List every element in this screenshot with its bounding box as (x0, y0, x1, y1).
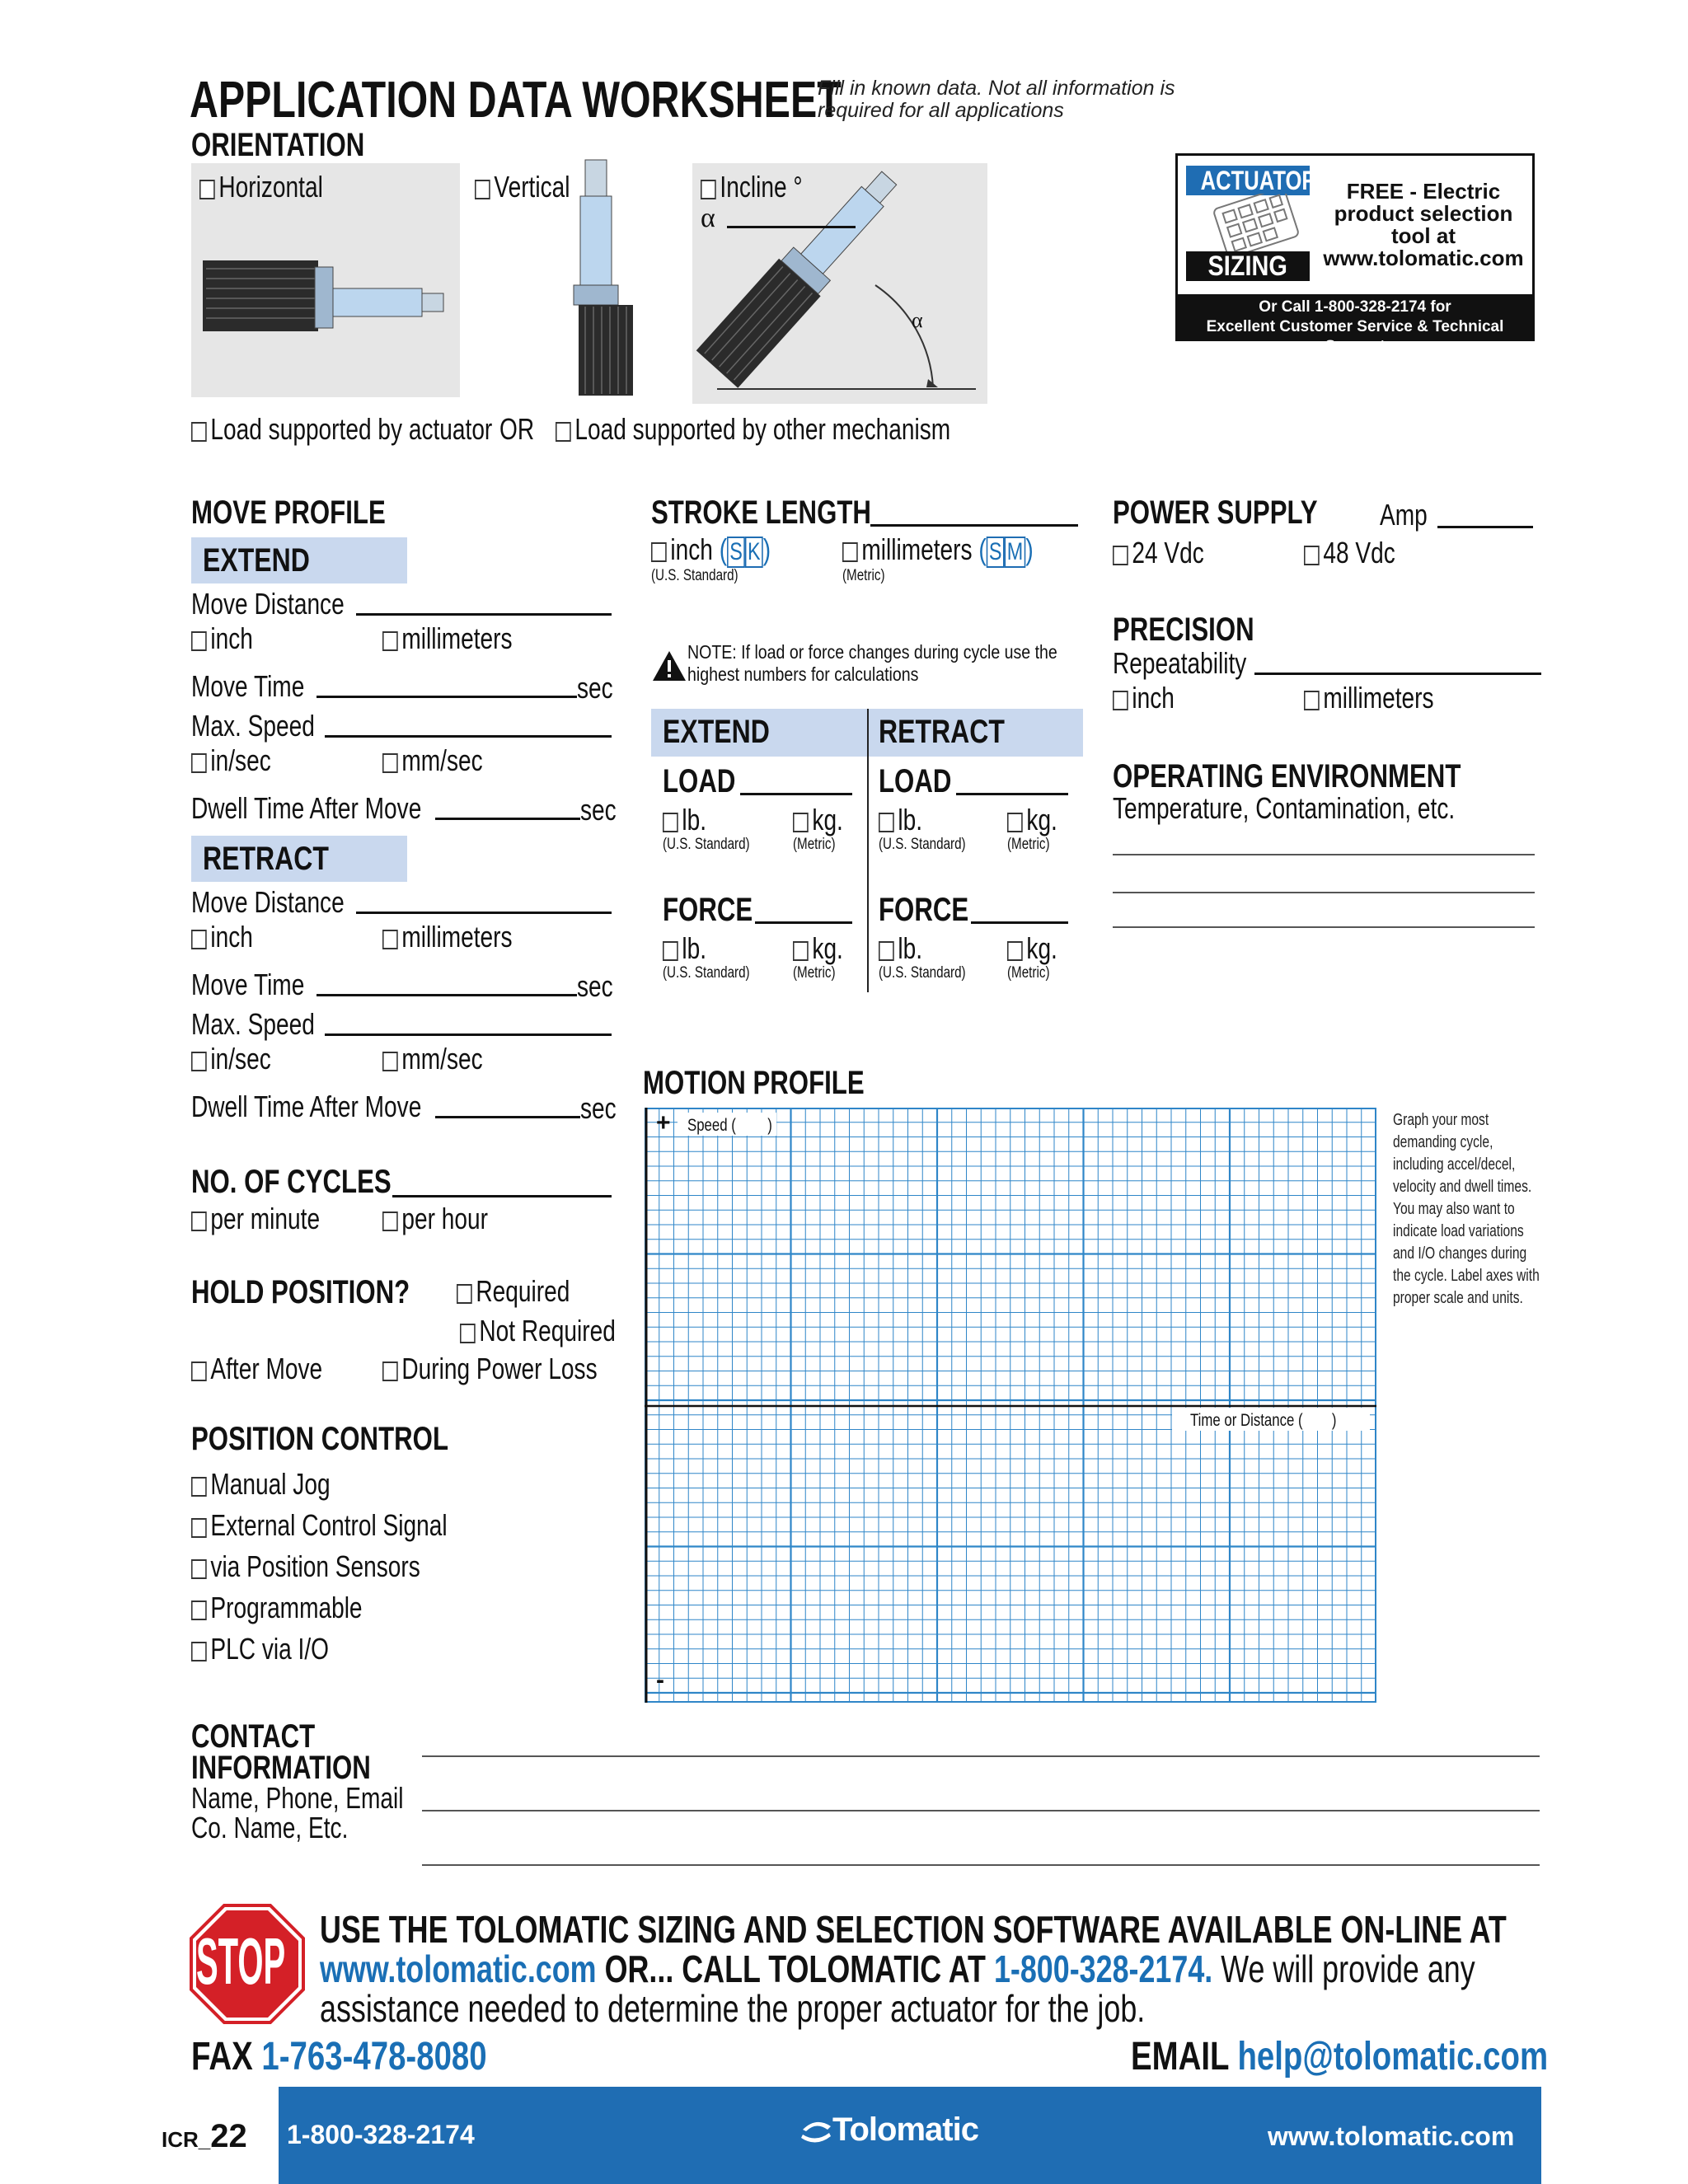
alpha-diagram-label: α (912, 308, 923, 332)
extend-force-us: (U.S. Standard) (663, 964, 750, 982)
move-profile-heading: MOVE PROFILE (191, 494, 386, 531)
retract-mm-label: millimeters (401, 920, 513, 954)
extend-inch-checkbox[interactable] (191, 631, 207, 651)
motion-note-line: demanding cycle, (1393, 1133, 1493, 1151)
badge-top-text: ACTUATOR (1200, 166, 1317, 195)
extend-force-kg-checkbox[interactable] (793, 941, 809, 961)
pc-position-sensors-label: via Position Sensors (210, 1549, 420, 1583)
footer-url[interactable]: www.tolomatic.com (1268, 2121, 1515, 2151)
promo-line: tool at (1391, 223, 1456, 248)
stroke-note-line: highest numbers for calculations (687, 663, 919, 685)
pc-position-sensors[interactable] (191, 1549, 420, 1584)
retract-sec-label: sec (577, 969, 613, 1003)
extend-load-kg[interactable] (793, 803, 843, 837)
stroke-mm-checkbox[interactable] (842, 542, 858, 562)
pc-position-sensors-checkbox[interactable] (191, 1559, 207, 1579)
stroke-heading: STROKE LENGTH (651, 494, 871, 531)
alpha-label: α (701, 203, 715, 233)
stroke-inch-code: ( S K) (719, 532, 771, 566)
incline-checkbox[interactable] (701, 180, 716, 199)
motion-note-line: the cycle. Label axes with (1393, 1267, 1540, 1285)
power-loss-label: During Power Loss (401, 1352, 598, 1385)
promo-line: www.tolomatic.com (1323, 246, 1524, 270)
kg-label: kg. (1026, 803, 1057, 837)
promo-footer-line: Or Call 1-800-328-2174 for (1259, 298, 1451, 316)
contact-heading-line: INFORMATION (191, 1750, 371, 1786)
retract-load-kg[interactable] (1007, 803, 1057, 837)
footer-phone[interactable]: 1-800-328-2174 (287, 2120, 475, 2149)
plus-sign: + (656, 1109, 671, 1137)
retract-inch-checkbox[interactable] (191, 930, 207, 949)
option-vertical[interactable] (475, 170, 570, 204)
v24-checkbox[interactable] (1113, 546, 1128, 565)
time-axis-label (1190, 1411, 1336, 1431)
retract-force-metric: (Metric) (1007, 964, 1050, 982)
motion-note-line: You may also want to (1393, 1200, 1515, 1218)
environment-sub: Temperature, Contamination, etc. (1113, 791, 1456, 825)
lb-label: lb. (682, 803, 707, 837)
vertical-label: Vertical (494, 170, 570, 204)
email-address[interactable]: help@tolomatic.com (1237, 2035, 1549, 2079)
title-note-line: required for all applications (818, 99, 1064, 122)
vertical-actuator-icon (569, 153, 643, 401)
retract-move-time-field[interactable] (316, 994, 577, 996)
orientation-heading: ORIENTATION (191, 127, 365, 163)
after-move-checkbox[interactable] (191, 1361, 207, 1381)
stroke-mm-option[interactable] (842, 532, 1034, 568)
pc-manual-jog-checkbox[interactable] (191, 1477, 207, 1497)
precision-inch-label: inch (1132, 681, 1175, 715)
stroke-inch-option[interactable] (651, 532, 771, 568)
extend-move-distance-label: Move Distance (191, 587, 345, 621)
contact-sub-line: Co. Name, Etc. (191, 1811, 349, 1844)
vertical-checkbox[interactable] (475, 180, 490, 199)
hold-required-checkbox[interactable] (457, 1284, 472, 1304)
extend-force-field[interactable] (755, 921, 852, 924)
stop-url-link[interactable]: www.tolomatic.com (320, 1947, 597, 1990)
v48-option[interactable] (1304, 536, 1395, 570)
motion-note-line: including accel/decel, (1393, 1155, 1516, 1174)
badge-bottom-text: SIZING (1207, 251, 1288, 282)
precision-mm-label: millimeters (1323, 681, 1434, 715)
retract-label: RETRACT (203, 841, 329, 877)
motion-note-line: velocity and dwell times. (1393, 1178, 1532, 1196)
retract-inch-option[interactable] (191, 920, 253, 954)
hold-not-required-label: Not Required (479, 1314, 616, 1347)
extend-move-time-field[interactable] (316, 696, 577, 698)
retract-dwell-label: Dwell Time After Move (191, 1090, 422, 1123)
retract-load-kg-checkbox[interactable] (1007, 813, 1023, 832)
calculator-icon (1211, 194, 1301, 251)
retract-move-distance-label: Move Distance (191, 885, 345, 919)
retract-load-lb[interactable] (879, 803, 922, 837)
retract-dwell-field[interactable] (435, 1116, 580, 1118)
per-hour-label: per hour (401, 1202, 488, 1235)
repeatability-label: Repeatability (1113, 646, 1247, 680)
minus-sign: - (656, 1666, 664, 1694)
lb-label: lb. (682, 931, 707, 965)
retract-move-time-label: Move Time (191, 968, 305, 1001)
load-other-checkbox[interactable] (556, 422, 571, 442)
badge-top (1186, 166, 1317, 195)
warning-icon (651, 649, 687, 682)
contact-heading-line: CONTACT (191, 1718, 316, 1755)
extend-load-us: (U.S. Standard) (663, 836, 750, 853)
promo-footer-line: Excellent Customer Service & Technical Support (1206, 318, 1504, 355)
lb-label: lb. (898, 803, 923, 837)
incline-angle-field[interactable] (727, 226, 856, 228)
contact-line[interactable] (422, 1755, 1540, 1757)
retract-mm-checkbox[interactable] (382, 930, 398, 949)
stroke-inch-checkbox[interactable] (651, 542, 667, 562)
pc-external-signal-checkbox[interactable] (191, 1518, 207, 1538)
contact-heading (191, 1718, 371, 1786)
code-letter: S (727, 537, 745, 568)
tolomatic-logo-icon (799, 2118, 832, 2143)
extend-sec-label: sec (577, 671, 613, 705)
stroke-note (687, 641, 1057, 686)
retract-insec-label: in/sec (210, 1042, 271, 1076)
or-label: OR (499, 412, 535, 446)
load-other-label: Load supported by other mechanism (574, 412, 951, 446)
title-note (818, 77, 1175, 122)
environment-heading: OPERATING ENVIRONMENT (1113, 758, 1461, 794)
sizing-promo[interactable] (1175, 153, 1535, 355)
retract-max-speed-field[interactable] (325, 1033, 612, 1036)
stroke-inch-label: inch (670, 532, 713, 566)
precision-mm-option[interactable] (1304, 681, 1434, 715)
retract-force-lb-checkbox[interactable] (879, 941, 894, 961)
stroke-note-line: NOTE: If load or force changes during cycle use the (687, 641, 1057, 663)
retract-force-lb[interactable] (879, 931, 922, 966)
email-line (1131, 2034, 1548, 2079)
retract-dwell-sec-label: sec (580, 1091, 617, 1125)
hold-not-required-checkbox[interactable] (460, 1324, 476, 1343)
retract-load-label: LOAD (879, 763, 952, 799)
fax-number[interactable]: 1-763-478-8080 (261, 2035, 487, 2079)
promo-text (1318, 180, 1529, 269)
hold-heading: HOLD POSITION? (191, 1274, 410, 1310)
extend-insec-option[interactable] (191, 743, 271, 778)
option-incline[interactable] (701, 170, 803, 204)
environment-line[interactable] (1113, 926, 1535, 928)
option-horizontal[interactable] (199, 170, 323, 204)
pc-plc[interactable] (191, 1632, 329, 1666)
stroke-us-note: (U.S. Standard) (651, 567, 738, 584)
power-heading: POWER SUPPLY (1113, 494, 1318, 531)
v48-checkbox[interactable] (1304, 546, 1320, 565)
retract-insec-option[interactable] (191, 1042, 271, 1076)
stop-line-1: USE THE TOLOMATIC SIZING AND SELECTION SOFTWARE AVAILABLE ON-LINE AT (320, 1908, 1507, 1951)
retract-load-lb-checkbox[interactable] (879, 813, 894, 832)
after-move-label: After Move (210, 1352, 323, 1385)
stroke-mm-label: millimeters (861, 532, 973, 566)
per-hour-option[interactable] (382, 1202, 488, 1236)
power-loss-option[interactable] (382, 1352, 598, 1386)
pc-external-signal-label: External Control Signal (210, 1508, 448, 1542)
extend-force-lb[interactable] (663, 931, 706, 966)
retract-inch-label: inch (210, 920, 253, 954)
code-letter: K (745, 537, 763, 568)
horizontal-label: Horizontal (218, 170, 323, 204)
extend-max-speed-field[interactable] (325, 735, 612, 738)
retract-force-kg[interactable] (1007, 931, 1057, 966)
promo-line: FREE - Electric (1346, 179, 1501, 204)
extend-load-field[interactable] (740, 793, 852, 795)
per-minute-option[interactable] (191, 1202, 320, 1236)
page-num: 22 (210, 2118, 247, 2154)
retract-force-kg-checkbox[interactable] (1007, 941, 1023, 961)
stroke-metric-note: (Metric) (842, 567, 885, 584)
v24-option[interactable] (1113, 536, 1204, 570)
time-label-open: Time or Distance ( (1190, 1411, 1303, 1430)
fax-line (191, 2034, 487, 2079)
v24-label: 24 Vdc (1132, 536, 1204, 569)
repeatability-field[interactable] (1254, 673, 1541, 675)
stop-line-2 (320, 1947, 1475, 1991)
extend-move-distance-field[interactable] (356, 613, 612, 616)
kg-label: kg. (812, 803, 843, 837)
hold-required-label: Required (476, 1274, 570, 1308)
badge-bottom (1186, 251, 1310, 281)
pc-plc-checkbox[interactable] (191, 1642, 207, 1661)
load-supported-other[interactable] (556, 412, 950, 447)
extend-load-lb[interactable] (663, 803, 706, 837)
amp-field[interactable] (1437, 526, 1533, 528)
speed-label-close: ) (767, 1116, 772, 1135)
extend-mm-label: millimeters (401, 621, 513, 655)
incline-label: Incline ° (720, 170, 803, 204)
stop-tail-text: We will provide any (1221, 1947, 1475, 1990)
kg-label: kg. (1026, 931, 1057, 965)
retract-move-distance-field[interactable] (356, 912, 612, 914)
speed-axis-label (687, 1116, 772, 1136)
contact-sub (191, 1783, 404, 1843)
kg-label: kg. (812, 931, 843, 965)
page-number (162, 2118, 247, 2155)
precision-mm-checkbox[interactable] (1304, 691, 1320, 710)
extend-inch-option[interactable] (191, 621, 253, 656)
extend-mmsec-option[interactable] (382, 743, 483, 778)
amp-label: Amp (1380, 498, 1428, 532)
hold-not-required-option[interactable] (460, 1314, 616, 1348)
lb-label: lb. (898, 931, 923, 965)
extend-force-kg[interactable] (793, 931, 843, 966)
extend-load-metric: (Metric) (793, 836, 836, 853)
extend-mmsec-checkbox[interactable] (382, 753, 398, 773)
motion-note-line: Graph your most (1393, 1111, 1489, 1129)
retract-force-label: FORCE (879, 892, 969, 928)
extend-mm-option[interactable] (382, 621, 513, 656)
code-letter: M (1005, 537, 1026, 568)
stop-line-3: assistance needed to determine the proper actuator for the job. (320, 1987, 1146, 2030)
contact-sub-line: Name, Phone, Email (191, 1781, 404, 1815)
stroke-mm-code: ( S M) (978, 532, 1034, 566)
precision-inch-option[interactable] (1113, 681, 1175, 715)
motion-heading: MOTION PROFILE (643, 1065, 865, 1101)
stroke-field[interactable] (870, 524, 1078, 527)
power-loss-checkbox[interactable] (382, 1361, 398, 1381)
extend-insec-label: in/sec (210, 743, 271, 777)
page-title: APPLICATION DATA WORKSHEET (190, 72, 842, 129)
pc-plc-label: PLC via I/O (210, 1632, 329, 1666)
retract-mmsec-checkbox[interactable] (382, 1052, 398, 1071)
retract-load-us: (U.S. Standard) (879, 836, 966, 853)
retract-mm-option[interactable] (382, 920, 513, 954)
motion-note-line: indicate load variations (1393, 1222, 1524, 1240)
code-letter: S (987, 537, 1005, 568)
motion-note-line: and I/O changes during (1393, 1244, 1527, 1263)
table-extend-label: EXTEND (663, 714, 770, 750)
pc-manual-jog[interactable] (191, 1467, 331, 1502)
pc-external-signal[interactable] (191, 1508, 448, 1543)
pc-programmable-checkbox[interactable] (191, 1601, 207, 1620)
environment-line[interactable] (1113, 854, 1535, 855)
contact-line[interactable] (422, 1864, 1540, 1866)
pc-programmable-label: Programmable (210, 1591, 363, 1624)
email-label: EMAIL (1131, 2035, 1229, 2079)
extend-dwell-sec-label: sec (580, 793, 617, 827)
retract-insec-checkbox[interactable] (191, 1052, 207, 1071)
title-note-line: Fill in known data. Not all information is (818, 77, 1175, 100)
per-minute-checkbox[interactable] (191, 1212, 207, 1231)
load-actuator-label: Load supported by actuator (210, 412, 493, 446)
table-retract-label: RETRACT (879, 714, 1005, 750)
footer-brand: Tolomatic (832, 2111, 978, 2148)
cycles-field[interactable] (392, 1195, 612, 1197)
environment-line[interactable] (1113, 892, 1535, 893)
load-supported-actuator[interactable] (191, 412, 492, 447)
pc-programmable[interactable] (191, 1591, 363, 1625)
contact-line[interactable] (422, 1810, 1540, 1811)
load-actuator-checkbox[interactable] (191, 422, 207, 442)
per-hour-checkbox[interactable] (382, 1212, 398, 1231)
motion-note-line: proper scale and units. (1393, 1289, 1523, 1307)
time-label-close: ) (1331, 1411, 1337, 1430)
extend-inch-label: inch (210, 621, 253, 655)
retract-mmsec-option[interactable] (382, 1042, 483, 1076)
extend-insec-checkbox[interactable] (191, 753, 207, 773)
pc-manual-jog-label: Manual Jog (210, 1467, 331, 1501)
motion-grid[interactable] (645, 1108, 1376, 1703)
extend-label: EXTEND (203, 542, 310, 579)
retract-force-field[interactable] (971, 921, 1068, 924)
precision-heading: PRECISION (1113, 612, 1254, 648)
page-prefix: ICR_ (162, 2127, 211, 2152)
table-divider (867, 709, 869, 992)
after-move-option[interactable] (191, 1352, 322, 1386)
retract-mmsec-label: mm/sec (401, 1042, 483, 1076)
extend-move-time-label: Move Time (191, 669, 305, 703)
stop-sign-text: STOP (196, 1924, 286, 1998)
extend-load-label: LOAD (663, 763, 736, 799)
stop-phone-link[interactable]: 1-800-328-2174. (993, 1947, 1213, 1990)
extend-dwell-label: Dwell Time After Move (191, 791, 422, 825)
extend-max-speed-label: Max. Speed (191, 709, 315, 743)
retract-max-speed-label: Max. Speed (191, 1007, 315, 1041)
retract-load-field[interactable] (956, 793, 1068, 795)
precision-inch-checkbox[interactable] (1113, 691, 1128, 710)
promo-line: product selection (1334, 201, 1513, 226)
v48-label: 48 Vdc (1323, 536, 1395, 569)
extend-load-lb-checkbox[interactable] (663, 813, 678, 832)
extend-force-lb-checkbox[interactable] (663, 941, 678, 961)
per-minute-label: per minute (210, 1202, 321, 1235)
promo-footer (1178, 294, 1532, 355)
extend-load-kg-checkbox[interactable] (793, 813, 809, 832)
stop-mid-text: OR... CALL TOLOMATIC AT (604, 1947, 986, 1990)
fax-label: FAX (191, 2035, 253, 2079)
extend-force-label: FORCE (663, 892, 753, 928)
cycles-heading: NO. OF CYCLES (191, 1164, 392, 1200)
retract-load-metric: (Metric) (1007, 836, 1050, 853)
extend-dwell-field[interactable] (435, 818, 580, 820)
extend-force-metric: (Metric) (793, 964, 836, 982)
extend-mm-checkbox[interactable] (382, 631, 398, 651)
position-control-heading: POSITION CONTROL (191, 1421, 448, 1457)
motion-note (1393, 1109, 1540, 1310)
hold-required-option[interactable] (457, 1274, 570, 1309)
retract-force-us: (U.S. Standard) (879, 964, 966, 982)
speed-label-open: Speed ( (687, 1116, 736, 1135)
extend-mmsec-label: mm/sec (401, 743, 483, 777)
horizontal-checkbox[interactable] (199, 180, 215, 199)
